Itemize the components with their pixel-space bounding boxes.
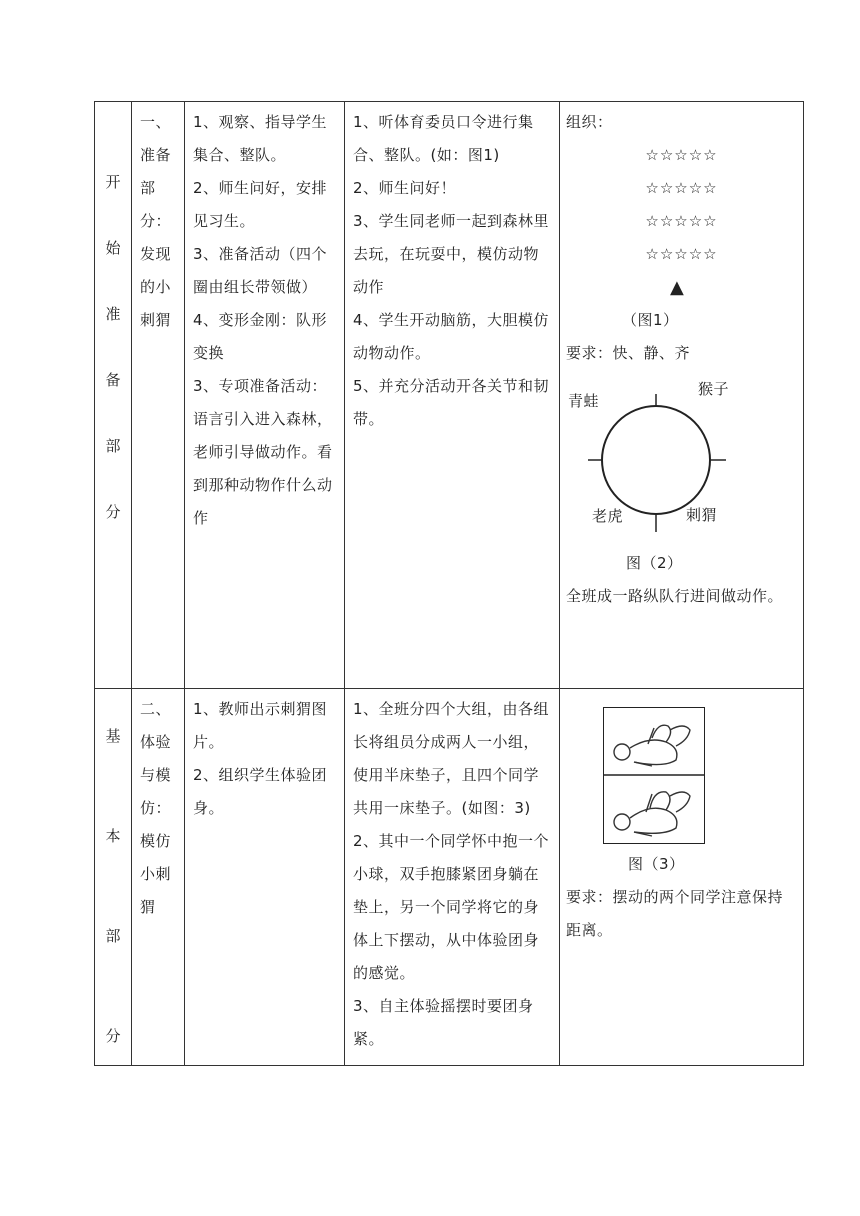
part-label-cell	[95, 689, 132, 1066]
lesson-title-line: 一、	[140, 113, 172, 131]
part-char: 备	[105, 371, 121, 389]
part-char: 基	[105, 727, 121, 745]
teacher-activity-cell	[185, 102, 345, 689]
part-char: 部	[105, 437, 121, 455]
student-step: 5、并充分活动开各关节和韧带。	[353, 377, 550, 428]
lesson-title-line: 的小	[140, 278, 172, 296]
part-char: 本	[105, 827, 121, 845]
requirement-text: 要求：快、静、齐	[566, 344, 691, 362]
section-row-main	[95, 689, 804, 1066]
organization-cell	[560, 102, 804, 689]
teacher-position-marker: ▲	[670, 277, 685, 298]
star-row: ☆☆☆☆☆	[645, 179, 718, 197]
hedgehog-roll-figure	[603, 707, 705, 844]
part-char: 分	[105, 503, 121, 521]
part-label-cell	[95, 102, 132, 689]
star-row: ☆☆☆☆☆	[645, 146, 718, 164]
student-activity-cell	[345, 689, 560, 1066]
part-char: 开	[105, 173, 121, 191]
figure-2-caption: 图（2）	[626, 554, 683, 572]
part-char: 始	[105, 239, 121, 257]
teacher-step: 3、准备活动（四个圈由组长带领做）	[193, 245, 328, 296]
lesson-title-line: 部	[140, 179, 156, 197]
lesson-title-line: 与模	[140, 766, 172, 784]
lesson-title-line: 发现	[140, 245, 172, 263]
teacher-step: 4、变形金刚：队形变换	[193, 311, 328, 362]
organization-cell	[560, 689, 804, 1066]
teacher-step: 2、师生问好，安排见习生。	[193, 179, 328, 230]
figure-1-caption: （图1）	[622, 311, 679, 329]
station-circle-diagram	[566, 372, 796, 547]
star-row: ☆☆☆☆☆	[645, 245, 718, 263]
label-monkey: 猴子	[698, 380, 730, 398]
teacher-step: 1、教师出示刺猬图片。	[193, 700, 328, 751]
lesson-title-line: 仿：	[140, 799, 172, 817]
lesson-title-line: 准备	[140, 146, 172, 164]
lesson-title-cell	[132, 102, 185, 689]
student-step: 2、其中一个同学怀中抱一个小球，双手抱膝紧团身躺在垫上，另一个同学将它的身体上下摆动，从中体验团身的感觉。	[353, 832, 550, 982]
teacher-activity-cell	[185, 689, 345, 1066]
student-step: 3、自主体验摇摆时要团身紧。	[353, 997, 534, 1048]
part-char: 部	[105, 927, 121, 945]
student-step: 1、全班分四个大组，由各组长将组员分成两人一小组，使用半床垫子，且四个同学共用一床垫子。(如图：3)	[353, 700, 550, 817]
lesson-title-cell	[132, 689, 185, 1066]
section-row-warmup	[95, 102, 804, 689]
label-frog: 青蛙	[568, 392, 600, 410]
lesson-title-line: 二、	[140, 700, 172, 718]
teacher-step: 3、专项准备活动：语言引入进入森林，老师引导做动作。看到那种动物作什么动作	[193, 377, 333, 527]
student-activity-cell	[345, 102, 560, 689]
lesson-title-line: 体验	[140, 733, 172, 751]
part-char: 准	[105, 305, 121, 323]
student-step: 1、听体育委员口令进行集合、整队。(如：图1)	[353, 113, 534, 164]
rolling-students-illustration	[604, 708, 704, 843]
star-row: ☆☆☆☆☆	[645, 212, 718, 230]
lesson-title-line: 模仿	[140, 832, 172, 850]
label-hedgehog: 刺猬	[686, 506, 718, 524]
part-char: 分	[105, 1027, 121, 1045]
lesson-title-line: 分：	[140, 212, 172, 230]
organization-title: 组织：	[566, 113, 613, 131]
lesson-title-line: 猬	[140, 898, 156, 916]
lesson-plan-table	[94, 101, 804, 1066]
teacher-step: 1、观察、指导学生集合、整队。	[193, 113, 328, 164]
student-step: 3、学生同老师一起到森林里去玩，在玩耍中，模仿动物动作	[353, 212, 550, 296]
requirement-text: 要求：摆动的两个同学注意保持距离。	[566, 888, 784, 939]
label-tiger: 老虎	[592, 507, 624, 525]
lesson-title-line: 刺猬	[140, 311, 172, 329]
student-step: 2、师生问好！	[353, 179, 457, 197]
figure-3-caption: 图（3）	[628, 855, 685, 873]
formation-note: 全班成一路纵队行进间做动作。	[566, 587, 784, 605]
teacher-step: 2、组织学生体验团身。	[193, 766, 328, 817]
lesson-title-line: 小刺	[140, 865, 172, 883]
student-step: 4、学生开动脑筋，大胆模仿动物动作。	[353, 311, 550, 362]
